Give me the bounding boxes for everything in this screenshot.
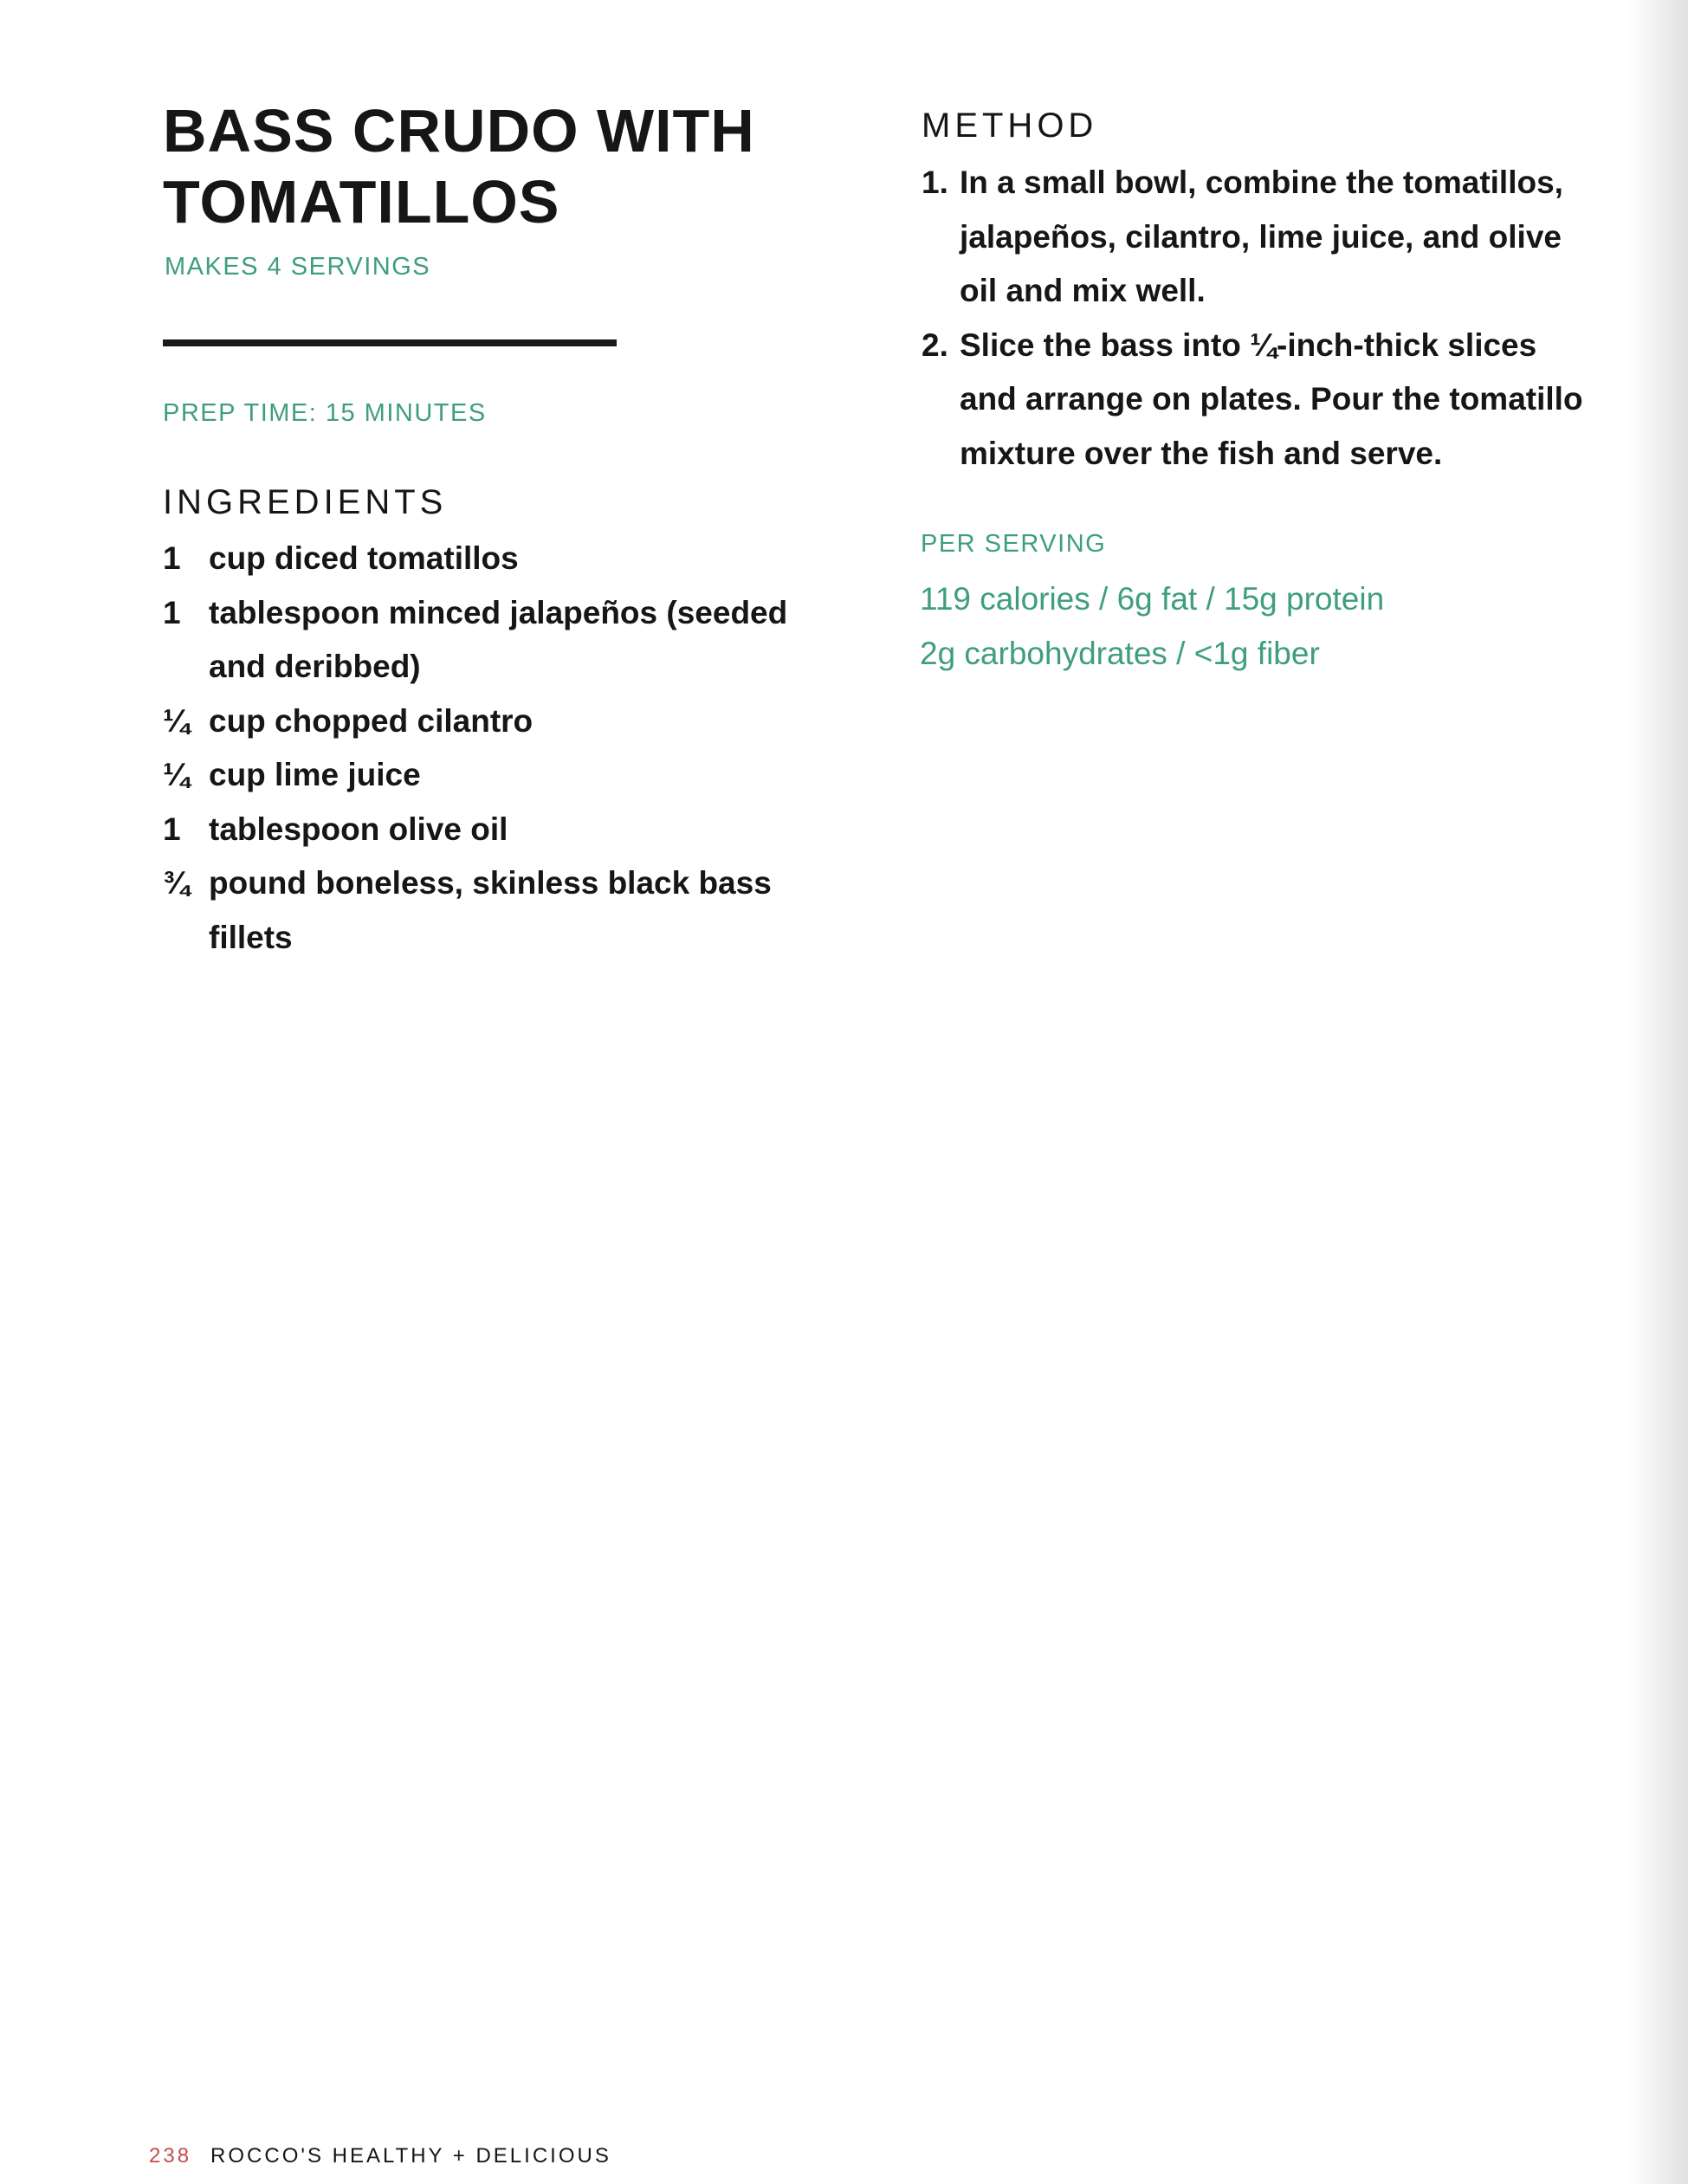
ingredient (163, 911, 838, 966)
nutrition-line-1: 119 calories / 6g fat / 15g protein (920, 581, 1385, 617)
ingredient-number: ¼ (163, 757, 190, 792)
nutrition-line-2: 2g carbohydrates / <1g fiber (920, 636, 1320, 671)
page-number: 238 (149, 2144, 192, 2168)
per-serving-heading: PER SERVING (921, 530, 1107, 558)
ingredient-text: fillets (209, 919, 293, 955)
ingredient-number: 1 (163, 811, 181, 847)
book-title: ROCCO'S HEALTHY + DELICIOUS (210, 2144, 611, 2168)
title-line-2: TOMATILLOS (163, 168, 560, 236)
divider (163, 339, 617, 346)
method-step (922, 264, 1649, 319)
recipe-title (163, 95, 755, 237)
method-step-number: 2. (922, 326, 948, 363)
method-step (922, 372, 1649, 427)
nutrition (920, 572, 1384, 681)
servings: MAKES 4 SERVINGS (165, 253, 431, 281)
ingredient-text: cup lime juice (209, 757, 421, 792)
ingredient-text: pound boneless, skinless black bass (209, 865, 772, 901)
method-step-text: mixture over the fish and serve. (960, 435, 1443, 471)
ingredient-number (163, 640, 209, 695)
method-step (922, 156, 1649, 210)
ingredient-number (163, 911, 209, 966)
ingredient-number: ¼ (163, 702, 190, 739)
ingredient (163, 748, 838, 803)
ingredient (163, 856, 838, 911)
ingredient (163, 803, 838, 857)
method-step-text: Slice the bass into ¼-inch-thick slices (960, 326, 1537, 363)
ingredient-number: 1 (163, 594, 181, 630)
method-step-number (922, 264, 960, 319)
method-step (922, 210, 1649, 265)
ingredient (163, 586, 838, 641)
ingredient-text: cup diced tomatillos (209, 540, 519, 576)
method-heading: METHOD (922, 107, 1098, 145)
ingredient (163, 640, 838, 695)
method-step-text: jalapeños, cilantro, lime juice, and olive (960, 218, 1562, 255)
title-line-1: BASS CRUDO WITH (163, 97, 755, 165)
prep-time: PREP TIME: 15 MINUTES (163, 399, 487, 427)
method-step-number (922, 372, 960, 427)
ingredient (163, 695, 838, 749)
ingredient-text: cup chopped cilantro (209, 702, 534, 739)
method-step-text: oil and mix well. (960, 273, 1206, 308)
ingredient-text: and deribbed) (209, 649, 421, 684)
method-step (922, 319, 1649, 373)
ingredients-heading: INGREDIENTS (163, 483, 448, 521)
method-step-text: and arrange on plates. Pour the tomatillo (960, 381, 1583, 417)
method-list (922, 156, 1649, 481)
method-step-number (922, 210, 960, 265)
method-step (922, 427, 1649, 481)
ingredient-number: ¾ (163, 865, 190, 901)
page-footer (149, 2144, 611, 2168)
ingredient-text: tablespoon minced jalapeños (seeded (209, 594, 788, 630)
method-step-text: In a small bowl, combine the tomatillos, (960, 165, 1563, 200)
ingredients-list (163, 532, 838, 965)
ingredient-number: 1 (163, 540, 181, 576)
ingredient-text: tablespoon olive oil (209, 811, 508, 847)
method-step-number (922, 427, 960, 481)
method-step-number: 1. (922, 165, 948, 200)
ingredient (163, 532, 838, 586)
